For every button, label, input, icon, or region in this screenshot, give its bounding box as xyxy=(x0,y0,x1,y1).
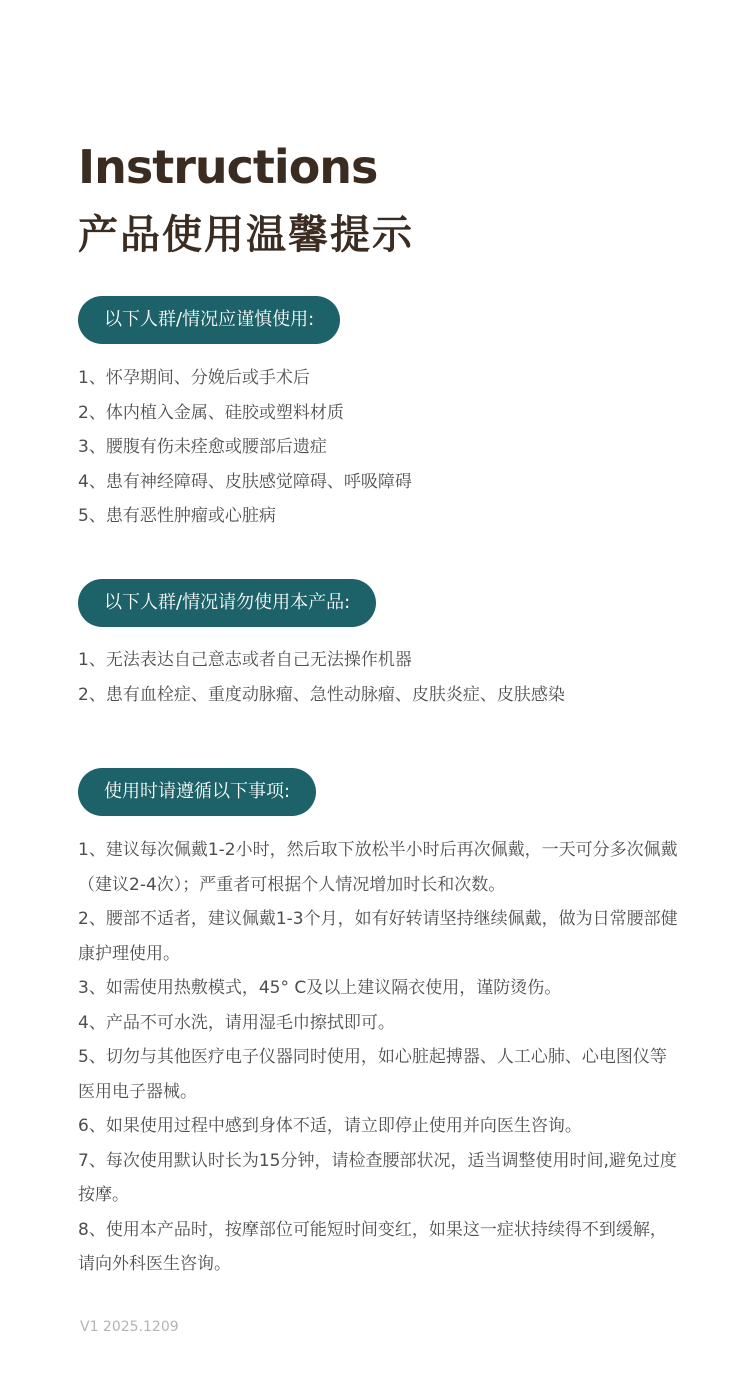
list-item: 4、患有神经障碍、皮肤感觉障碍、呼吸障碍 xyxy=(78,471,412,492)
list-item: 4、产品不可水洗，请用湿毛巾擦拭即可。 xyxy=(78,1012,395,1033)
list-item: 7、每次使用默认时长为15分钟，请检查腰部状况，适当调整使用时间,避免过度按摩。 xyxy=(78,1150,677,1205)
list-item: 6、如果使用过程中感到身体不适，请立即停止使用并向医生咨询。 xyxy=(78,1116,582,1136)
caution-heading: 以下人群/情况应谨慎使用: xyxy=(78,296,340,344)
list-item: 5、患有恶性肿瘤或心脏病 xyxy=(78,506,276,526)
list-item: 5、切勿与其他医疗电子仪器同时使用，如心脏起搏器、人工心肺、心电图仪等医用电子器械。 xyxy=(78,1047,667,1102)
list-item: 2、体内植入金属、硅胶或塑料材质 xyxy=(78,402,344,423)
list-item: 2、腰部不适者，建议佩戴1-3个月，如有好转请坚持继续佩戴，做为日常腰部健康护理使用。 xyxy=(78,909,678,964)
list-item: 1、无法表达自己意志或者自己无法操作机器 xyxy=(78,650,412,670)
usage-heading: 使用时请遵循以下事项: xyxy=(78,768,316,816)
list-item: 1、怀孕期间、分娩后或手术后 xyxy=(78,368,310,388)
version-label: V1 2025.1209 xyxy=(80,1319,179,1335)
title-chinese: 产品使用温馨提示 xyxy=(78,212,414,258)
list-item: 1、建议每次佩戴1-2小时，然后取下放松半小时后再次佩戴，一天可分多次佩戴（建议2-4次）；严重者可根据个人情况增加时长和次数。 xyxy=(78,840,678,895)
prohibited-list xyxy=(78,643,565,712)
list-item: 3、腰腹有伤未痊愈或腰部后遗症 xyxy=(78,437,327,457)
list-item: 8、使用本产品时，按摩部位可能短时间变红，如果这一症状持续得不到缓解，请向外科医生咨询。 xyxy=(78,1219,667,1274)
title-english: Instructions xyxy=(78,140,378,194)
usage-list xyxy=(78,833,678,1282)
caution-list xyxy=(78,361,412,534)
list-item: 3、如需使用热敷模式，45° C及以上建议隔衣使用，谨防烫伤。 xyxy=(78,978,562,998)
prohibited-heading: 以下人群/情况请勿使用本产品: xyxy=(78,579,376,627)
list-item: 2、患有血栓症、重度动脉瘤、急性动脉瘤、皮肤炎症、皮肤感染 xyxy=(78,684,565,705)
